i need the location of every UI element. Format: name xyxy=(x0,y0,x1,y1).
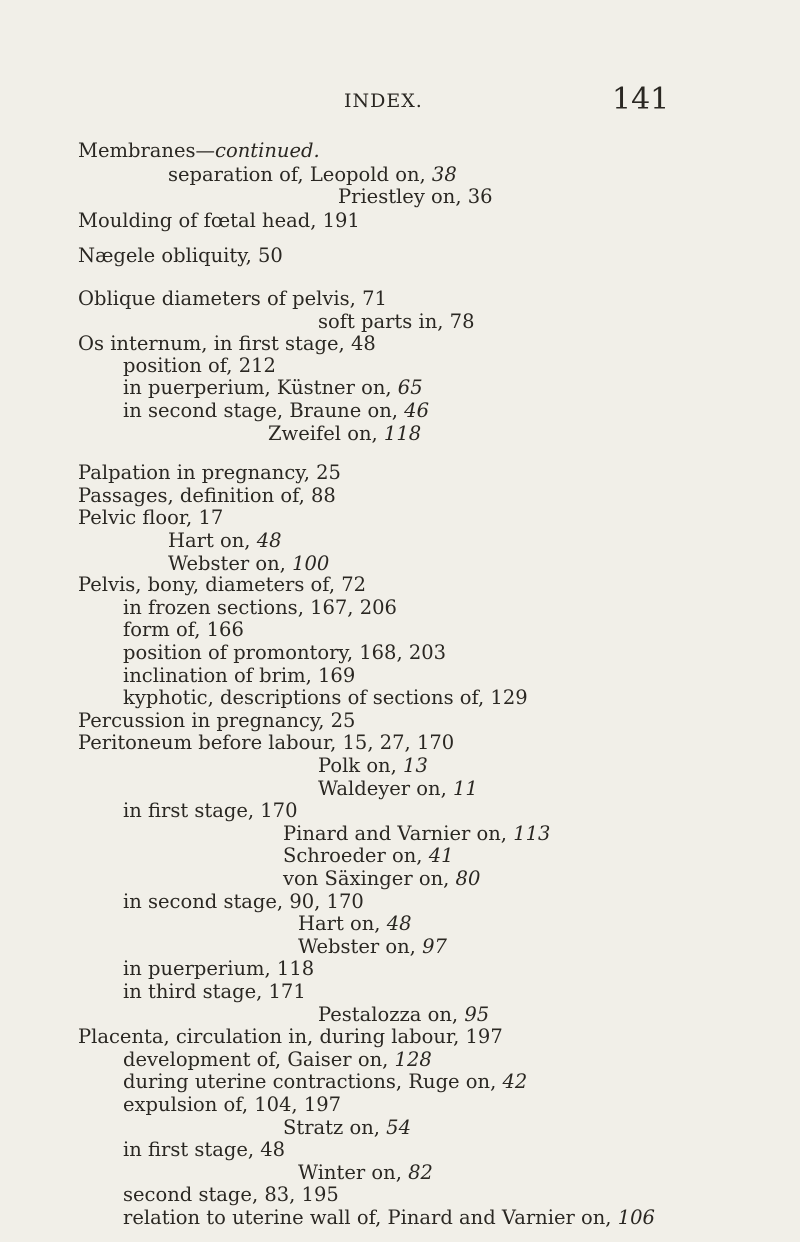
index-entry: in second stage, Braune on, 46 xyxy=(123,398,429,422)
index-entry: in second stage, 90, 170 xyxy=(123,889,364,913)
index-entry: von Säxinger on, 80 xyxy=(283,867,481,890)
index-entry: in puerperium, 118 xyxy=(123,957,315,981)
page-number: 141 xyxy=(612,82,670,117)
index-entry: form of, 166 xyxy=(123,618,244,642)
index-entry: Zweifel on, 118 xyxy=(268,421,422,445)
index-entry: Webster on, 100 xyxy=(168,551,330,575)
index-entry: position of promontory, 168, 203 xyxy=(123,641,447,664)
index-entry: Peritoneum before labour, 15, 27, 170 xyxy=(78,731,455,755)
index-entry: expulsion of, 104, 197 xyxy=(123,1093,342,1116)
index-entry: separation of, Leopold on, 38 xyxy=(168,162,457,186)
index-entry: Hart on, 48 xyxy=(168,528,282,552)
index-entry: development of, Gaiser on, 128 xyxy=(123,1047,432,1071)
index-entry: Winter on, 82 xyxy=(298,1160,433,1184)
index-entry: in puerperium, Küstner on, 65 xyxy=(123,376,423,400)
index-entry: Placenta, circulation in, during labour, 197 xyxy=(78,1025,503,1049)
index-entry: Oblique diameters of pelvis, 71 xyxy=(78,286,387,310)
index-entry: soft parts in, 78 xyxy=(318,309,475,333)
index-entry: Stratz on, 54 xyxy=(283,1115,411,1139)
page-header xyxy=(0,82,800,128)
index-entry: Pestalozza on, 95 xyxy=(318,1002,490,1026)
index-entry: Pinard and Varnier on, 113 xyxy=(283,821,551,845)
index-entry: in frozen sections, 167, 206 xyxy=(123,595,397,619)
index-entry: Membranes—continued. xyxy=(78,139,320,162)
index-entry: Schroeder on, 41 xyxy=(283,844,454,868)
index-entry: Moulding of fœtal head, 191 xyxy=(78,208,360,232)
index-entry: inclination of brim, 169 xyxy=(123,663,356,687)
index-entry: in first stage, 170 xyxy=(123,799,298,823)
index-entry: Polk on, 13 xyxy=(318,754,428,777)
index-entry: in first stage, 48 xyxy=(123,1138,286,1162)
index-entry: Waldeyer on, 11 xyxy=(318,776,478,800)
page-title: INDEX. xyxy=(344,90,423,112)
index-entry: position of, 212 xyxy=(123,353,276,377)
index-entry: during uterine contractions, Ruge on, 42 xyxy=(123,1070,528,1094)
index-entry: Priestley on, 36 xyxy=(338,185,493,209)
index-entry: Hart on, 48 xyxy=(298,912,412,936)
index-entry: Percussion in pregnancy, 25 xyxy=(78,708,356,732)
index-entry: Webster on, 97 xyxy=(298,934,447,958)
index-entry: Pelvis, bony, diameters of, 72 xyxy=(78,573,367,597)
index-entry: relation to uterine wall of, Pinard and Varnier on, 106 xyxy=(123,1206,655,1229)
index-entry: Pelvic floor, 17 xyxy=(78,506,224,530)
index-entry: kyphotic, descriptions of sections of, 129 xyxy=(123,686,528,710)
index-entry: Passages, definition of, 88 xyxy=(78,483,336,507)
index-entry: Nægele obliquity, 50 xyxy=(78,243,283,267)
index-entry: second stage, 83, 195 xyxy=(123,1183,339,1207)
index-entry: Palpation in pregnancy, 25 xyxy=(78,461,341,485)
index-entry: in third stage, 171 xyxy=(123,980,306,1003)
index-entry: Os internum, in first stage, 48 xyxy=(78,332,376,356)
